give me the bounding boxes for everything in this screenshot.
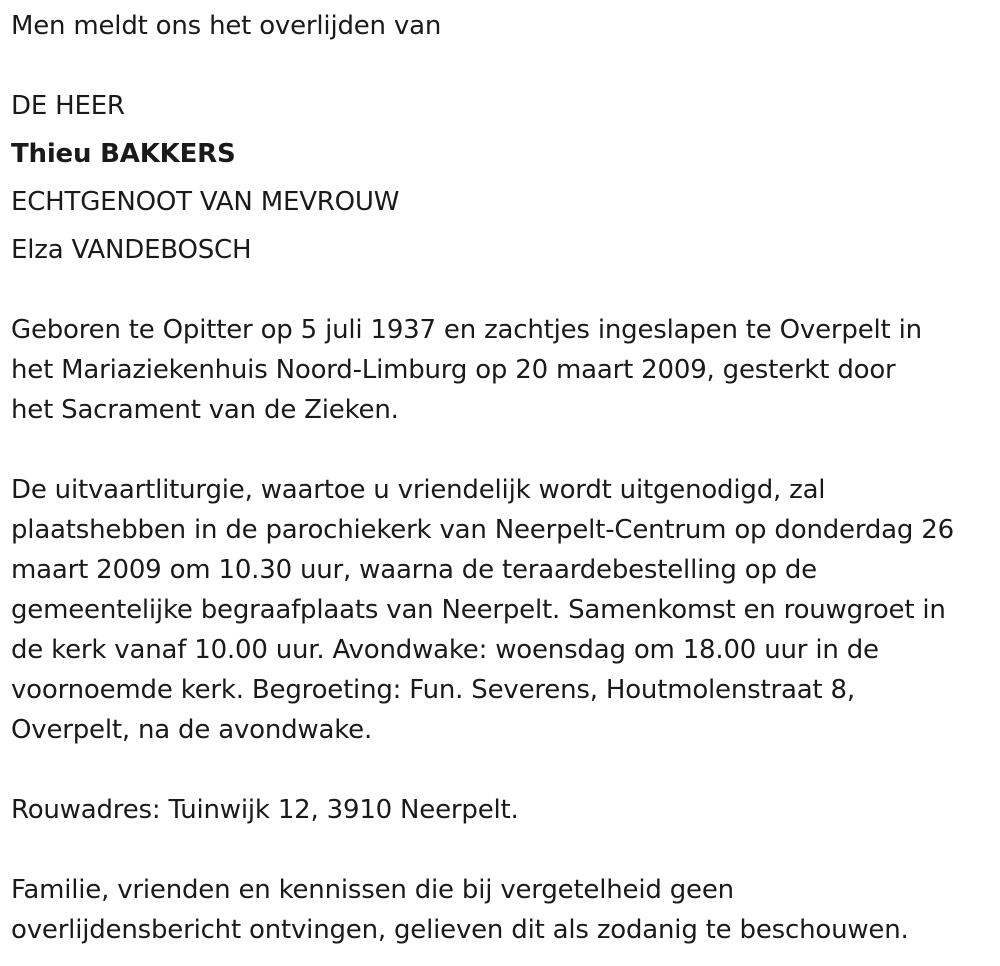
paragraph-line: het Sacrament van de Zieken.: [11, 395, 399, 425]
paragraph-line: Geboren te Opitter op 5 juli 1937 en zachtjes ingeslapen te Overpelt in: [11, 315, 922, 345]
paragraph-line: het Mariaziekenhuis Noord-Limburg op 20 maart 2009, gesterkt door: [11, 355, 896, 385]
spouse-name: Elza VANDEBOSCH: [11, 235, 252, 265]
mourning-address: Rouwadres: Tuinwijk 12, 3910 Neerpelt.: [11, 795, 519, 825]
intro-text: Men meldt ons het overlijden van: [11, 11, 442, 41]
paragraph-line: Familie, vrienden en kennissen die bij vergetelheid geen: [11, 875, 734, 905]
paragraph-line: Overpelt, na de avondwake.: [11, 715, 373, 745]
paragraph-line: De uitvaartliturgie, waartoe u vriendelijk wordt uitgenodigd, zal: [11, 475, 826, 505]
paragraph-line: voornoemde kerk. Begroeting: Fun. Severens, Houtmolenstraat 8,: [11, 675, 855, 705]
paragraph-line: plaatshebben in de parochiekerk van Neerpelt-Centrum op donderdag 26: [11, 515, 954, 545]
title-prefix: DE HEER: [11, 91, 125, 121]
deceased-name: Thieu BAKKERS: [11, 139, 236, 169]
paragraph-line: de kerk vanaf 10.00 uur. Avondwake: woensdag om 18.00 uur in de: [11, 635, 879, 665]
paragraph-line: gemeentelijke begraafplaats van Neerpelt. Samenkomst en rouwgroet in: [11, 595, 946, 625]
spouse-prefix: ECHTGENOOT VAN MEVROUW: [11, 187, 400, 217]
paragraph-line: maart 2009 om 10.30 uur, waarna de teraardebestelling op de: [11, 555, 817, 585]
paragraph-line: overlijdensbericht ontvingen, gelieven dit als zodanig te beschouwen.: [11, 915, 909, 945]
